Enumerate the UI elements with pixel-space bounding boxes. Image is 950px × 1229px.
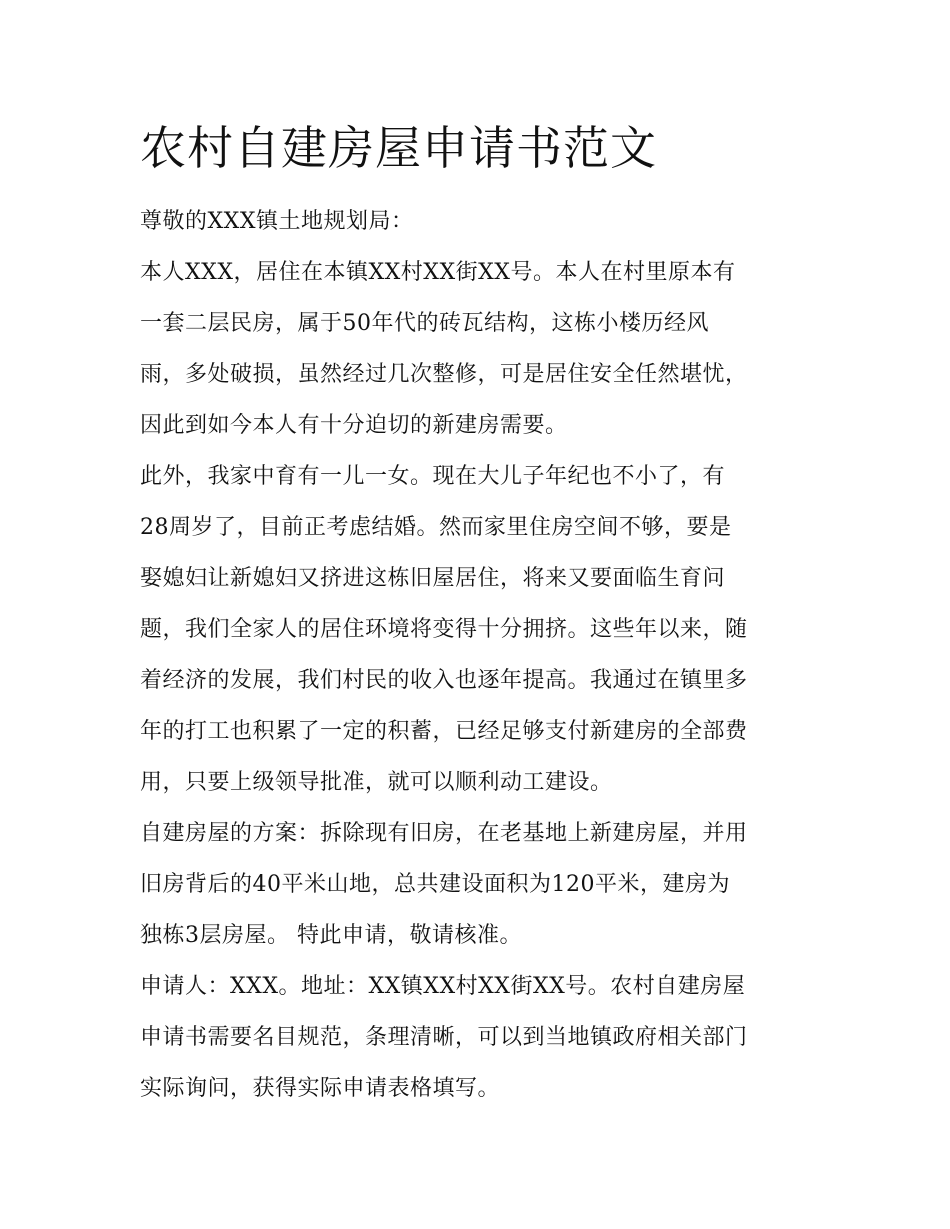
- body-line: 娶媳妇让新媳妇又挤进这栋旧屋居住，将来又要面临生育问: [140, 566, 726, 591]
- body-line: 此外，我家中育有一儿一女。现在大儿子年纪也不小了，有: [140, 464, 726, 489]
- body-line: 申请书需要名目规范，条理清晰，可以到当地镇政府相关部门: [140, 1025, 748, 1050]
- body-line: 题，我们全家人的居住环境将变得十分拥挤。这些年以来，随: [140, 617, 748, 642]
- document-title: 农村自建房屋申请书范文: [140, 121, 657, 175]
- body-line: 因此到如今本人有十分迫切的新建房需要。: [140, 413, 568, 438]
- salutation-line: 尊敬的XXX镇土地规划局：: [140, 209, 414, 234]
- body-line: 申请人：XXX。地址：XX镇XX村XX街XX号。农村自建房屋: [140, 974, 746, 999]
- body-line: 独栋3层房屋。 特此申请，敬请核准。: [140, 923, 522, 948]
- body-line: 实际询问，获得实际申请表格填写。: [140, 1076, 501, 1101]
- body-line: 着经济的发展，我们村民的收入也逐年提高。我通过在镇里多: [140, 668, 748, 693]
- body-line: 年的打工也积累了一定的积蓄，已经足够支付新建房的全部费: [140, 719, 748, 744]
- body-line: 本人XXX，居住在本镇XX村XX街XX号。本人在村里原本有: [140, 260, 736, 285]
- body-line: 28周岁了，目前正考虑结婚。然而家里住房空间不够，要是: [140, 515, 732, 540]
- body-line: 雨，多处破损，虽然经过几次整修，可是居住安全任然堪忧，: [140, 362, 748, 387]
- body-line: 用，只要上级领导批准，就可以顺利动工建设。: [140, 770, 613, 795]
- body-line: 自建房屋的方案：拆除现有旧房，在老基地上新建房屋，并用: [140, 821, 748, 846]
- body-line: 一套二层民房，属于50年代的砖瓦结构，这栋小楼历经风: [140, 311, 709, 336]
- body-line: 旧房背后的40平米山地，总共建设面积为120平米，建房为: [140, 872, 730, 897]
